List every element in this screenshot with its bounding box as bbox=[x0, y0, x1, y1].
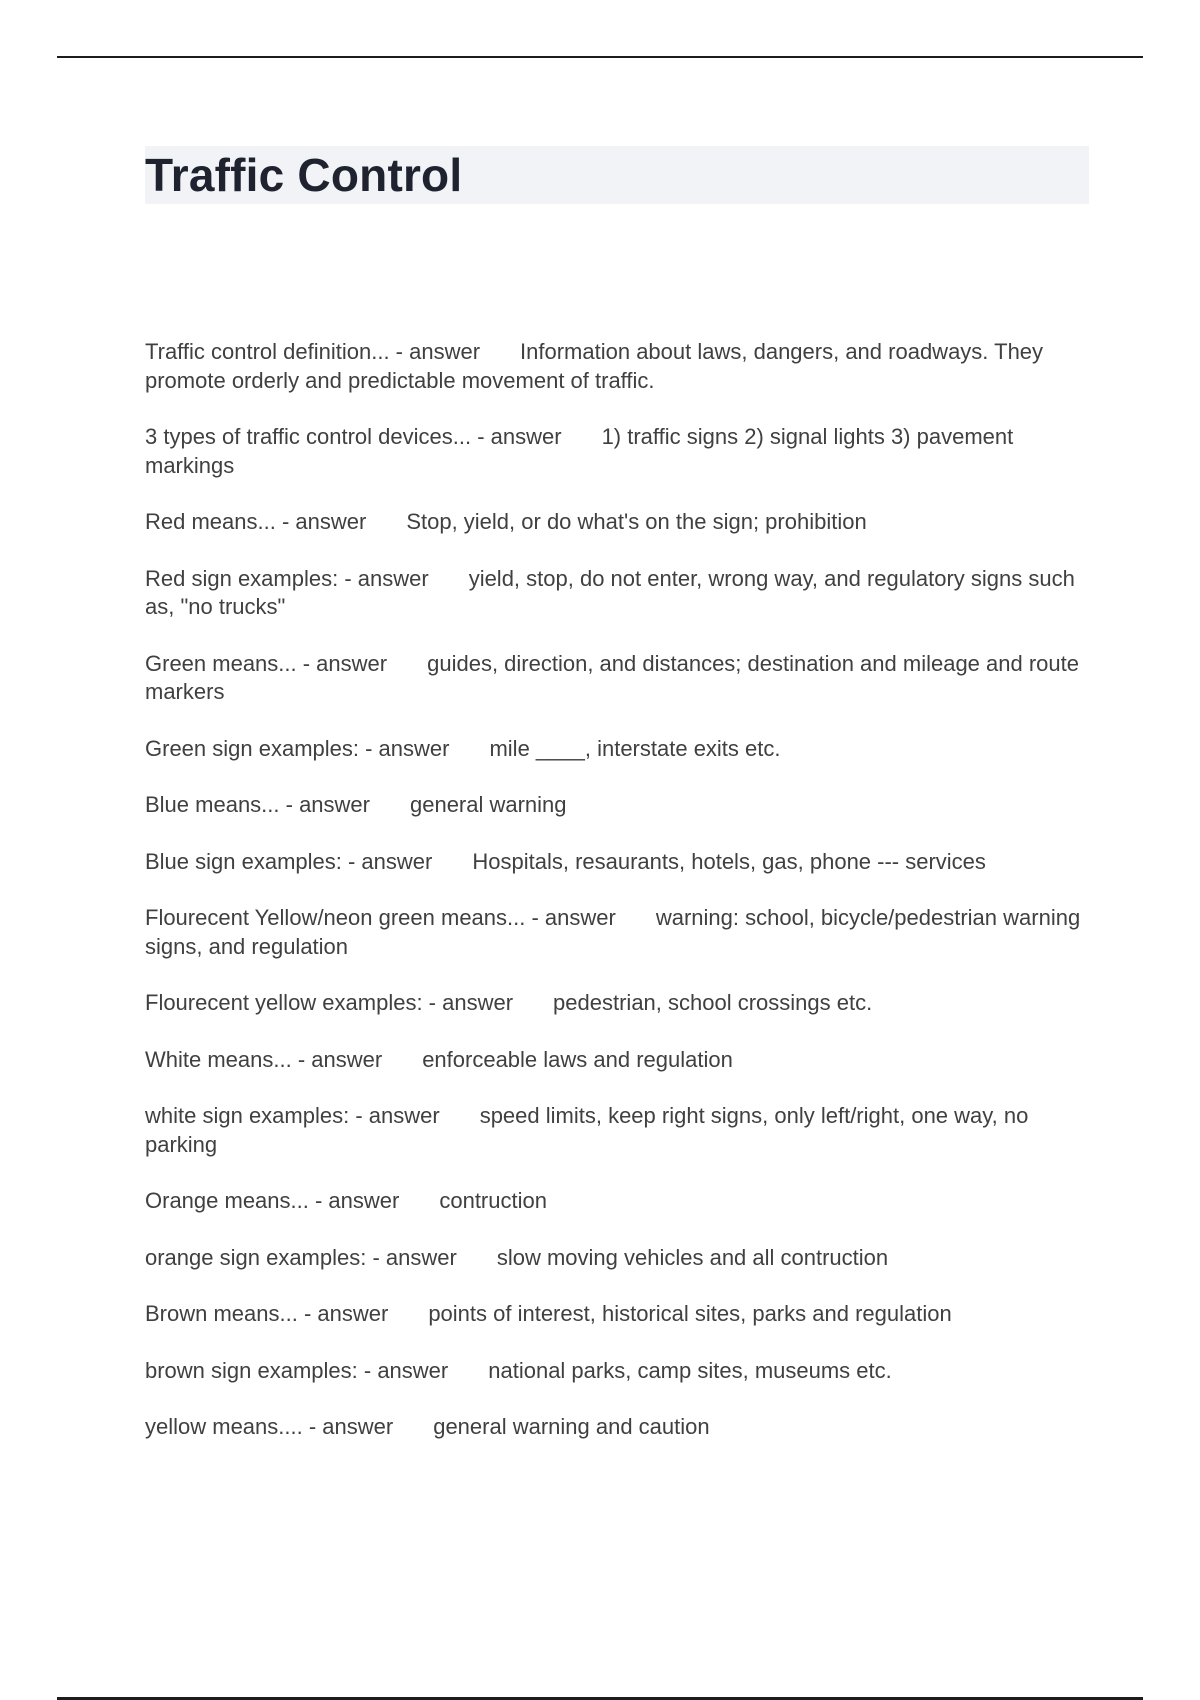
qa-question: yellow means.... - answer bbox=[145, 1414, 394, 1439]
qa-answer: speed limits, keep right signs, only left/right, one way, no parking bbox=[145, 1103, 1029, 1157]
qa-answer: Stop, yield, or do what's on the sign; prohibition bbox=[406, 509, 867, 534]
qa-list bbox=[145, 338, 1089, 1470]
qa-answer: contruction bbox=[439, 1188, 547, 1213]
qa-item bbox=[145, 650, 1089, 707]
qa-answer: Hospitals, resaurants, hotels, gas, phone --- services bbox=[472, 848, 986, 874]
qa-question: Blue means... - answer bbox=[145, 792, 370, 817]
qa-answer: pedestrian, school crossings etc. bbox=[553, 990, 873, 1015]
qa-question: Brown means... - answer bbox=[145, 1301, 389, 1326]
qa-answer: yield, stop, do not enter, wrong way, and regulatory signs such as, "no trucks" bbox=[145, 565, 1075, 619]
qa-question: orange sign examples: - answer bbox=[145, 1244, 457, 1270]
qa-question: Red sign examples: - answer bbox=[145, 565, 429, 591]
page-title: Traffic Control bbox=[145, 149, 463, 201]
qa-question: Blue sign examples: - answer bbox=[145, 848, 433, 874]
qa-answer: slow moving vehicles and all contruction bbox=[496, 1244, 889, 1270]
qa-question: White means... - answer bbox=[145, 1046, 383, 1072]
qa-item bbox=[145, 423, 1089, 480]
qa-question: Flourecent Yellow/neon green means... - answer bbox=[145, 905, 616, 930]
top-rule bbox=[57, 56, 1143, 58]
qa-item bbox=[145, 1187, 1089, 1216]
qa-item bbox=[145, 565, 1089, 622]
qa-item bbox=[145, 848, 1089, 877]
qa-answer: national parks, camp sites, museums etc. bbox=[488, 1357, 892, 1383]
qa-answer: guides, direction, and distances; destination and mileage and route markers bbox=[145, 650, 1079, 704]
qa-answer: Information about laws, dangers, and roadways. They promote orderly and predictable movement of traffic. bbox=[145, 339, 1044, 393]
qa-item bbox=[145, 1046, 1089, 1075]
qa-item bbox=[145, 735, 1089, 764]
qa-answer: warning: school, bicycle/pedestrian warning signs, and regulation bbox=[145, 905, 1081, 959]
qa-question: 3 types of traffic control devices... - answer bbox=[145, 424, 562, 449]
qa-question: white sign examples: - answer bbox=[145, 1103, 440, 1128]
qa-item bbox=[145, 1413, 1089, 1442]
qa-item bbox=[145, 989, 1089, 1018]
qa-answer: general warning and caution bbox=[433, 1414, 710, 1439]
qa-question: Green sign examples: - answer bbox=[145, 735, 450, 761]
qa-answer: enforceable laws and regulation bbox=[422, 1046, 733, 1072]
qa-item bbox=[145, 1244, 1089, 1273]
qa-item bbox=[145, 1102, 1089, 1159]
qa-question: Red means... - answer bbox=[145, 509, 367, 534]
qa-item bbox=[145, 1357, 1089, 1386]
qa-item bbox=[145, 338, 1089, 395]
qa-item bbox=[145, 791, 1089, 820]
qa-question: Green means... - answer bbox=[145, 650, 388, 676]
qa-item bbox=[145, 508, 1089, 537]
qa-question: brown sign examples: - answer bbox=[145, 1357, 449, 1383]
qa-answer: 1) traffic signs 2) signal lights 3) pavement markings bbox=[145, 424, 1014, 478]
qa-question: Orange means... - answer bbox=[145, 1188, 400, 1213]
qa-item bbox=[145, 904, 1089, 961]
qa-answer: points of interest, historical sites, parks and regulation bbox=[428, 1301, 952, 1326]
qa-question: Flourecent yellow examples: - answer bbox=[145, 990, 514, 1015]
qa-item bbox=[145, 1300, 1089, 1329]
qa-question: Traffic control definition... - answer bbox=[145, 339, 481, 364]
qa-answer: mile ____, interstate exits etc. bbox=[489, 735, 781, 761]
qa-answer: general warning bbox=[409, 792, 567, 817]
